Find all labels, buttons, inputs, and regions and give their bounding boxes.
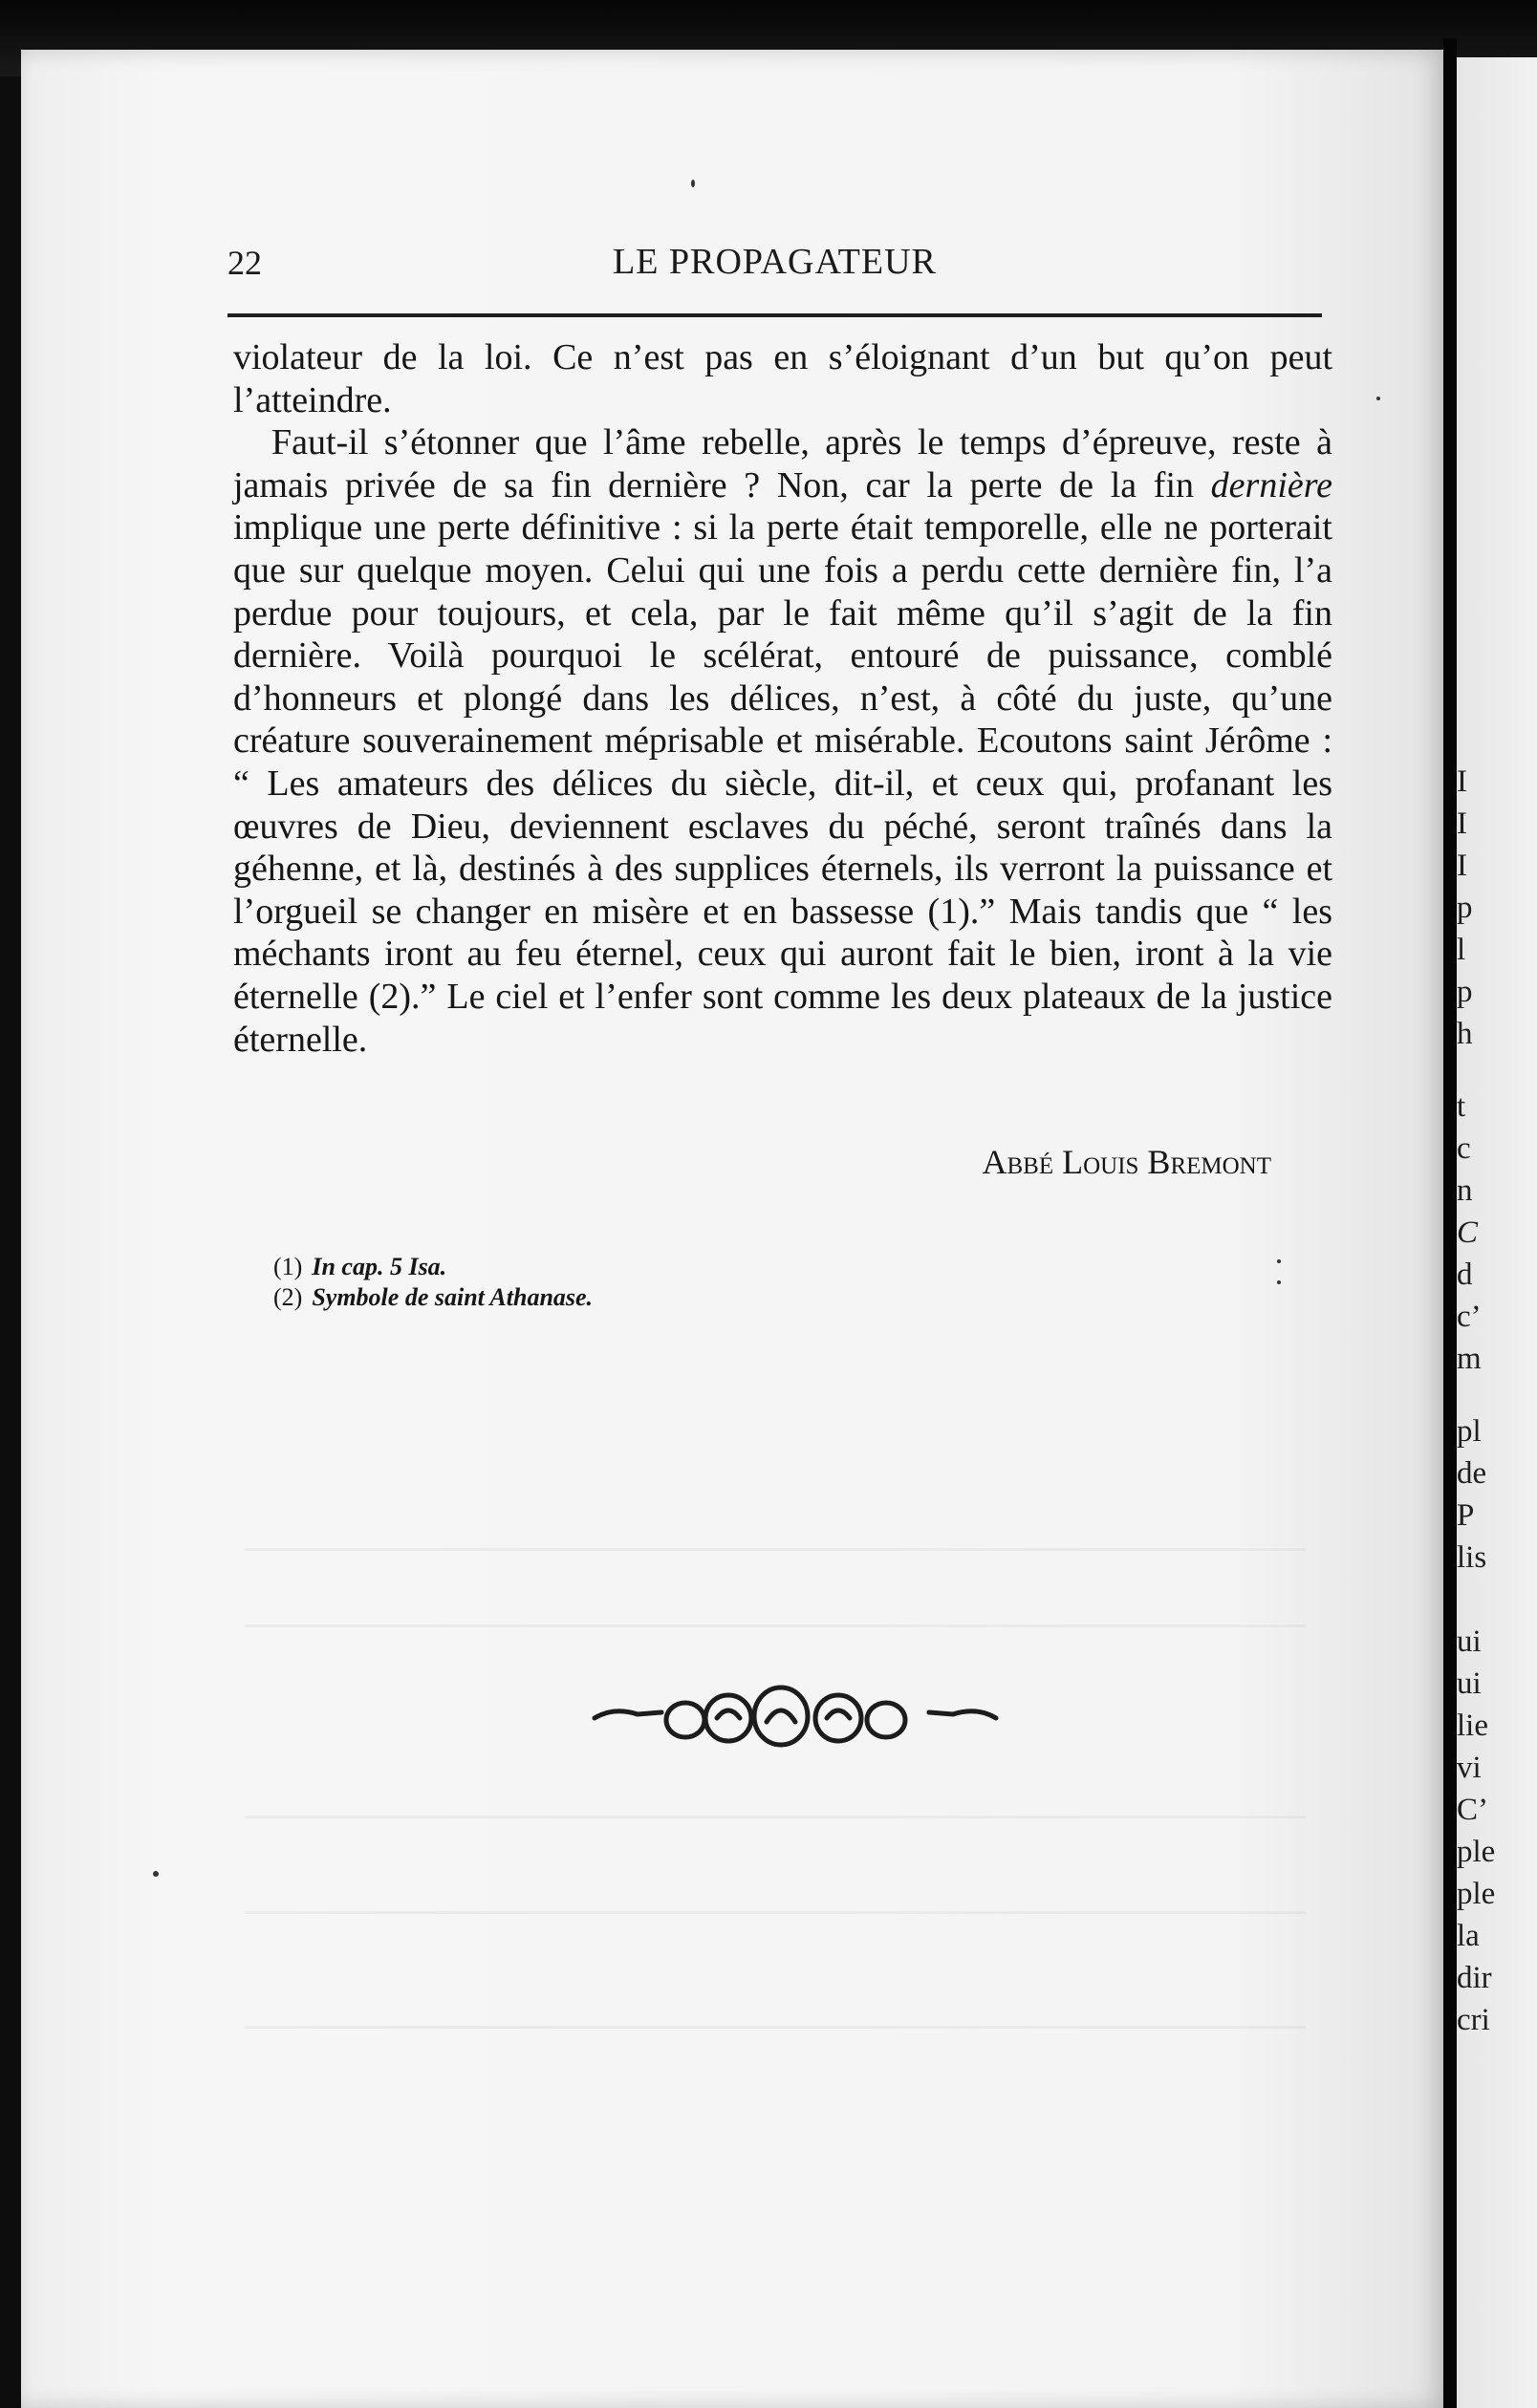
adjacent-fragment: ple (1457, 1877, 1496, 1911)
paragraph-text: violateur de la loi. Ce n’est pas en s’éloignant d’un but qu’on peut l’atteindre. (233, 337, 1332, 420)
scan-speck (153, 1871, 159, 1877)
header-rule (227, 313, 1322, 317)
adjacent-fragment: pl (1457, 1414, 1482, 1449)
adjacent-fragment: ui (1457, 1624, 1482, 1659)
paragraph-text: Faut-il s’étonner que l’âme rebelle, après le temps d’épreuve, reste à jamais privée de sa fin dernière ? Non, car la perte de la fin (233, 422, 1332, 505)
ornament-divider (585, 1680, 1006, 1756)
adjacent-fragment: de (1457, 1456, 1487, 1491)
bleed-through (245, 2026, 1306, 2029)
adjacent-fragment: lie (1457, 1709, 1488, 1743)
adjacent-page-edge (1457, 57, 1537, 2408)
adjacent-fragment: ui (1457, 1666, 1482, 1701)
adjacent-fragment: P (1457, 1498, 1475, 1533)
paragraph-text: implique une perte définitive : si la perte était temporelle, elle ne porterait que sur quelque moyen. Celui qui une fois a perdu cette dernière fin, l’a perdue pour toujours, et cela, par le fait même qu’il s’agit de la fin dernière. Voilà pourquoi le scélérat, entouré de puissance, comblé d’honneurs et plongé dans les délices, n’est, à côté du juste, qu’une créature souverainement méprisable et misérable. Ecoutons saint Jérôme : “ Les amateurs des délices du siècle, dit-il, et ceux qui, profanant les œuvres de Dieu, deviennent esclaves du péché, seront traînés dans la géhenne, et là, destinés à des supplices éternels, ils verront la puissance et l’orgueil se changer en misère et en bassesse (1).” Mais tandis que “ les méchants iront au feu éternel, ceux qui auront fait le bien, iront à la vie éternelle (2).” Le ciel et l’enfer sont comme les deux plateaux de la justice éternelle. (233, 507, 1332, 1060)
bleed-through (245, 1548, 1306, 1551)
adjacent-fragment: vi (1457, 1751, 1482, 1785)
adjacent-fragment: I (1457, 849, 1467, 883)
footnote-text: In cap. 5 Isa. (312, 1253, 447, 1280)
adjacent-fragment: h (1457, 1017, 1473, 1051)
adjacent-fragment: lis (1457, 1540, 1487, 1575)
adjacent-fragment: la (1457, 1919, 1480, 1953)
author-signature: Abbé Louis Bremont (982, 1143, 1271, 1181)
footnote-mark: (2) (273, 1283, 303, 1311)
scan-speck (1277, 1280, 1281, 1284)
adjacent-fragment: C (1457, 1215, 1479, 1250)
footnote (273, 1282, 942, 1313)
page-header (227, 237, 1322, 285)
body-paragraph (233, 336, 1332, 421)
body-paragraph (233, 421, 1332, 1061)
book-gutter (1443, 38, 1457, 2408)
adjacent-fragment: cri (1457, 2003, 1490, 2037)
adjacent-fragment: I (1457, 764, 1467, 799)
page-number: 22 (227, 244, 262, 282)
adjacent-fragment: l (1457, 933, 1466, 967)
adjacent-fragment: d (1457, 1258, 1473, 1292)
bleed-through (245, 1816, 1306, 1818)
adjacent-fragment: c’ (1457, 1300, 1482, 1334)
adjacent-fragment: c (1457, 1131, 1471, 1166)
scan-speck (1376, 397, 1380, 400)
adjacent-fragment: C’ (1457, 1793, 1488, 1827)
footnotes (273, 1252, 942, 1313)
emphasis-text: dernière (1210, 464, 1332, 505)
scan-speck (1277, 1259, 1281, 1263)
adjacent-fragment: m (1457, 1342, 1482, 1376)
adjacent-fragment: p (1457, 891, 1473, 925)
adjacent-fragment: dir (1457, 1961, 1492, 1995)
bleed-through (245, 1624, 1306, 1627)
adjacent-fragment: p (1457, 975, 1473, 1009)
scan-speck (691, 180, 695, 187)
footnote-text: Symbole de saint Athanase. (312, 1283, 594, 1311)
article-body (233, 336, 1332, 1061)
adjacent-fragment: t (1457, 1089, 1466, 1124)
bleed-through (245, 1911, 1306, 1914)
footnote-mark: (1) (273, 1253, 303, 1280)
adjacent-fragment: I (1457, 806, 1467, 841)
adjacent-fragment: ple (1457, 1835, 1496, 1869)
running-title: LE PROPAGATEUR (613, 242, 937, 282)
adjacent-fragment: n (1457, 1173, 1473, 1208)
footnote (273, 1252, 942, 1282)
